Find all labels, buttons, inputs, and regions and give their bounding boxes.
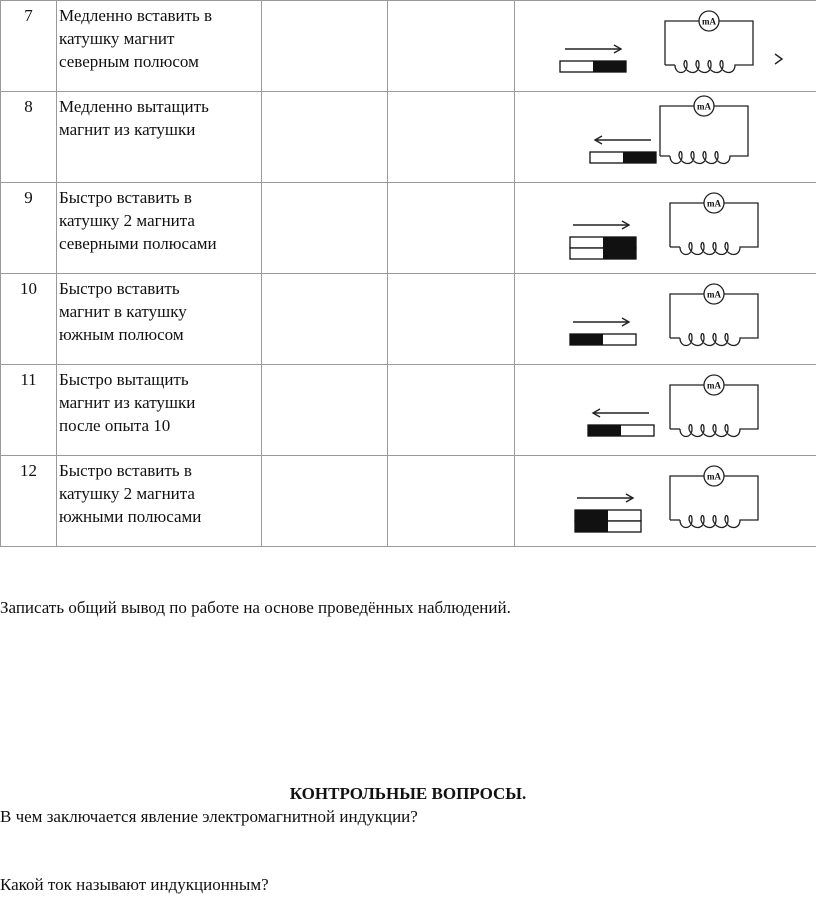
arrow-right-icon bbox=[577, 494, 633, 502]
bar-magnet bbox=[575, 510, 641, 521]
empty-observation-cell[interactable] bbox=[388, 456, 515, 547]
empty-observation-cell[interactable] bbox=[262, 365, 388, 456]
experiment-description bbox=[57, 456, 262, 547]
description-line: южным полюсом bbox=[59, 325, 184, 344]
induction-diagram bbox=[560, 11, 782, 73]
bar-magnet bbox=[570, 248, 636, 259]
experiment-number: 12 bbox=[1, 456, 57, 547]
table-row bbox=[1, 456, 816, 547]
experiment-description bbox=[57, 365, 262, 456]
experiment-number: 10 bbox=[1, 274, 57, 365]
meter-label: mA bbox=[707, 198, 721, 209]
arrow-right-icon bbox=[573, 221, 629, 229]
bar-magnet bbox=[570, 334, 636, 345]
induction-diagram bbox=[588, 375, 758, 437]
induction-diagram bbox=[570, 193, 758, 259]
description-line: Медленно вставить в bbox=[59, 6, 213, 25]
empty-observation-cell[interactable] bbox=[388, 274, 515, 365]
bar-magnet bbox=[560, 61, 626, 72]
experiment-description bbox=[57, 183, 262, 274]
bar-magnet bbox=[590, 152, 656, 163]
description-line: магнит из катушки bbox=[59, 393, 196, 412]
empty-observation-cell[interactable] bbox=[388, 183, 515, 274]
description-line: Медленно вытащить bbox=[59, 97, 209, 116]
arrow-right-icon bbox=[565, 45, 621, 53]
experiment-number: 7 bbox=[1, 1, 57, 92]
chevron-right-icon bbox=[775, 54, 782, 64]
empty-observation-cell[interactable] bbox=[262, 274, 388, 365]
conclusion-instruction: Записать общий вывод по работе на основе проведённых наблюдений. bbox=[0, 598, 511, 617]
control-questions-heading: КОНТРОЛЬНЫЕ ВОПРОСЫ. bbox=[289, 784, 527, 803]
empty-observation-cell[interactable] bbox=[262, 183, 388, 274]
diagram-cell bbox=[515, 274, 816, 365]
table-row bbox=[1, 183, 816, 274]
experiment-description bbox=[57, 92, 262, 183]
description-line: Быстро вытащить bbox=[59, 370, 189, 389]
experiment-description bbox=[57, 1, 262, 92]
meter-label: mA bbox=[697, 101, 711, 112]
description-line: Быстро вставить в bbox=[59, 461, 192, 480]
experiment-number: 9 bbox=[1, 183, 57, 274]
arrow-right-icon bbox=[573, 318, 629, 326]
milliammeter-icon bbox=[704, 193, 724, 213]
arrow-left-icon bbox=[593, 409, 649, 417]
experiment-description bbox=[57, 274, 262, 365]
empty-observation-cell[interactable] bbox=[388, 1, 515, 92]
table-row bbox=[1, 1, 816, 92]
meter-label: mA bbox=[707, 380, 721, 391]
diagram-cell bbox=[515, 183, 816, 274]
meter-label: mA bbox=[707, 289, 721, 300]
meter-label: mA bbox=[702, 16, 716, 27]
diagram-cell bbox=[515, 92, 816, 183]
experiment-number: 11 bbox=[1, 365, 57, 456]
description-line: магнит из катушки bbox=[59, 120, 196, 139]
milliammeter-icon bbox=[704, 375, 724, 395]
induction-diagram bbox=[570, 284, 758, 346]
bar-magnet bbox=[588, 425, 654, 436]
diagram-cell bbox=[515, 1, 816, 92]
milliammeter-icon bbox=[704, 284, 724, 304]
induction-diagram bbox=[575, 466, 758, 532]
table-row bbox=[1, 92, 816, 183]
diagram-cell bbox=[515, 365, 816, 456]
induction-diagram bbox=[590, 96, 748, 164]
description-line: катушку 2 магнита bbox=[59, 484, 195, 503]
question-2: Какой ток называют индукционным? bbox=[0, 875, 269, 894]
table-row bbox=[1, 274, 816, 365]
description-line: северными полюсами bbox=[59, 234, 217, 253]
bar-magnet bbox=[575, 521, 641, 532]
milliammeter-icon bbox=[704, 466, 724, 486]
empty-observation-cell[interactable] bbox=[262, 456, 388, 547]
meter-label: mA bbox=[707, 471, 721, 482]
bar-magnet bbox=[570, 237, 636, 248]
empty-observation-cell[interactable] bbox=[388, 92, 515, 183]
milliammeter-icon bbox=[694, 96, 714, 116]
arrow-left-icon bbox=[595, 136, 651, 144]
description-line: южными полюсами bbox=[59, 507, 202, 526]
diagram-cell bbox=[515, 456, 816, 547]
empty-observation-cell[interactable] bbox=[388, 365, 515, 456]
description-line: северным полюсом bbox=[59, 52, 199, 71]
milliammeter-icon bbox=[699, 11, 719, 31]
empty-observation-cell[interactable] bbox=[262, 1, 388, 92]
description-line: магнит в катушку bbox=[59, 302, 187, 321]
question-1: В чем заключается явление электромагнитной индукции? bbox=[0, 807, 418, 826]
description-line: Быстро вставить в bbox=[59, 188, 192, 207]
empty-observation-cell[interactable] bbox=[262, 92, 388, 183]
table-row bbox=[1, 365, 816, 456]
description-line: Быстро вставить bbox=[59, 279, 180, 298]
description-line: катушку магнит bbox=[59, 29, 175, 48]
experiment-number: 8 bbox=[1, 92, 57, 183]
description-line: катушку 2 магнита bbox=[59, 211, 195, 230]
description-line: после опыта 10 bbox=[59, 416, 171, 435]
